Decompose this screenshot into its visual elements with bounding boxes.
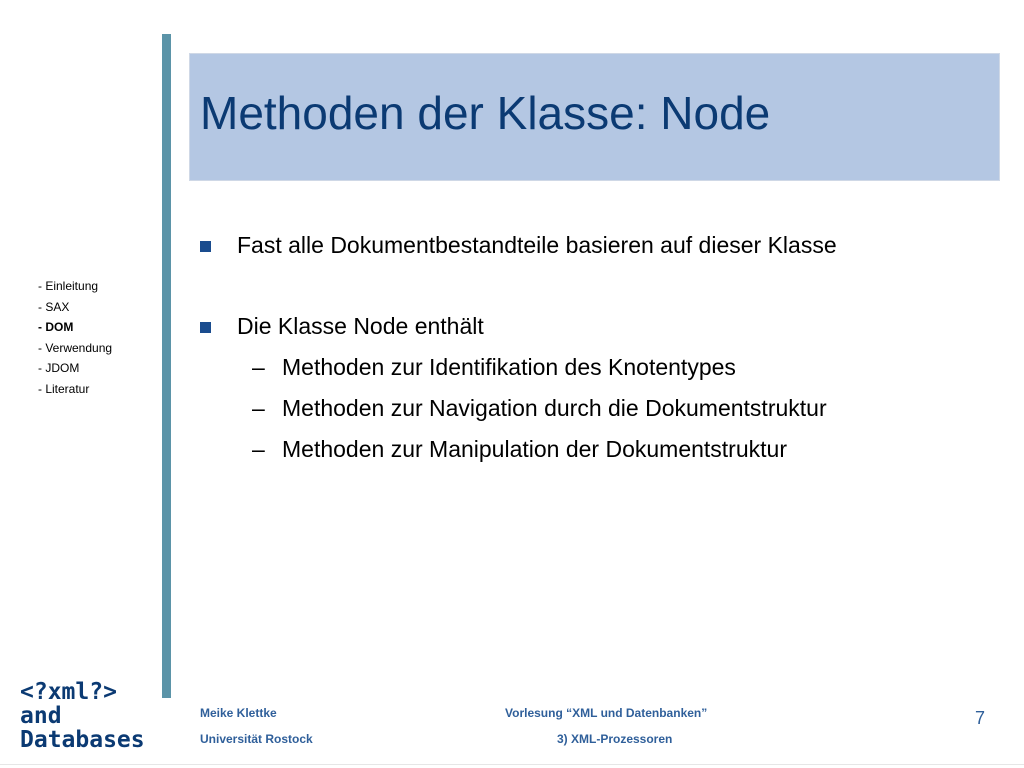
nav-item-sax[interactable]: - SAX: [38, 299, 70, 314]
square-bullet-icon: [200, 322, 211, 333]
nav-item-literatur[interactable]: - Literatur: [38, 381, 90, 396]
title-banner: [189, 53, 1000, 181]
bottom-divider: [0, 764, 1024, 765]
sub-bullet-text: Methoden zur Manipulation der Dokumentstruktur: [282, 436, 787, 462]
sub-bullet-text: Methoden zur Identifikation des Knotentypes: [282, 354, 736, 380]
footer-university: Universität Rostock: [200, 732, 313, 746]
bullet-text: Fast alle Dokumentbestandteile basieren auf dieser Klasse: [237, 232, 837, 258]
slide-title: Methoden der Klasse: Node: [200, 87, 771, 139]
xml-databases-logo: [20, 680, 145, 752]
logo-line: Databases: [20, 727, 145, 753]
vertical-accent-bar: [162, 34, 171, 698]
dash-bullet-icon: –: [252, 436, 265, 462]
nav-item-einleitung[interactable]: - Einleitung: [38, 279, 99, 293]
footer-chapter: 3) XML-Prozessoren: [557, 732, 673, 746]
nav-item-verwendung[interactable]: - Verwendung: [38, 340, 113, 355]
footer-lecture: Vorlesung “XML und Datenbanken”: [505, 706, 708, 720]
logo-line: and: [20, 703, 62, 729]
section-navigation: [38, 276, 158, 399]
square-bullet-icon: [200, 241, 211, 252]
page-number: 7: [975, 708, 986, 728]
nav-item-dom[interactable]: - DOM: [38, 320, 74, 334]
footer-author: Meike Klettke: [200, 706, 277, 720]
nav-item-jdom[interactable]: - JDOM: [38, 361, 80, 375]
logo-line: <?xml?>: [20, 679, 117, 705]
dash-bullet-icon: –: [252, 395, 265, 421]
sub-bullet-text: Methoden zur Navigation durch die Dokumentstruktur: [282, 395, 827, 421]
dash-bullet-icon: –: [252, 354, 265, 380]
bullet-text: Die Klasse Node enthält: [237, 313, 484, 339]
